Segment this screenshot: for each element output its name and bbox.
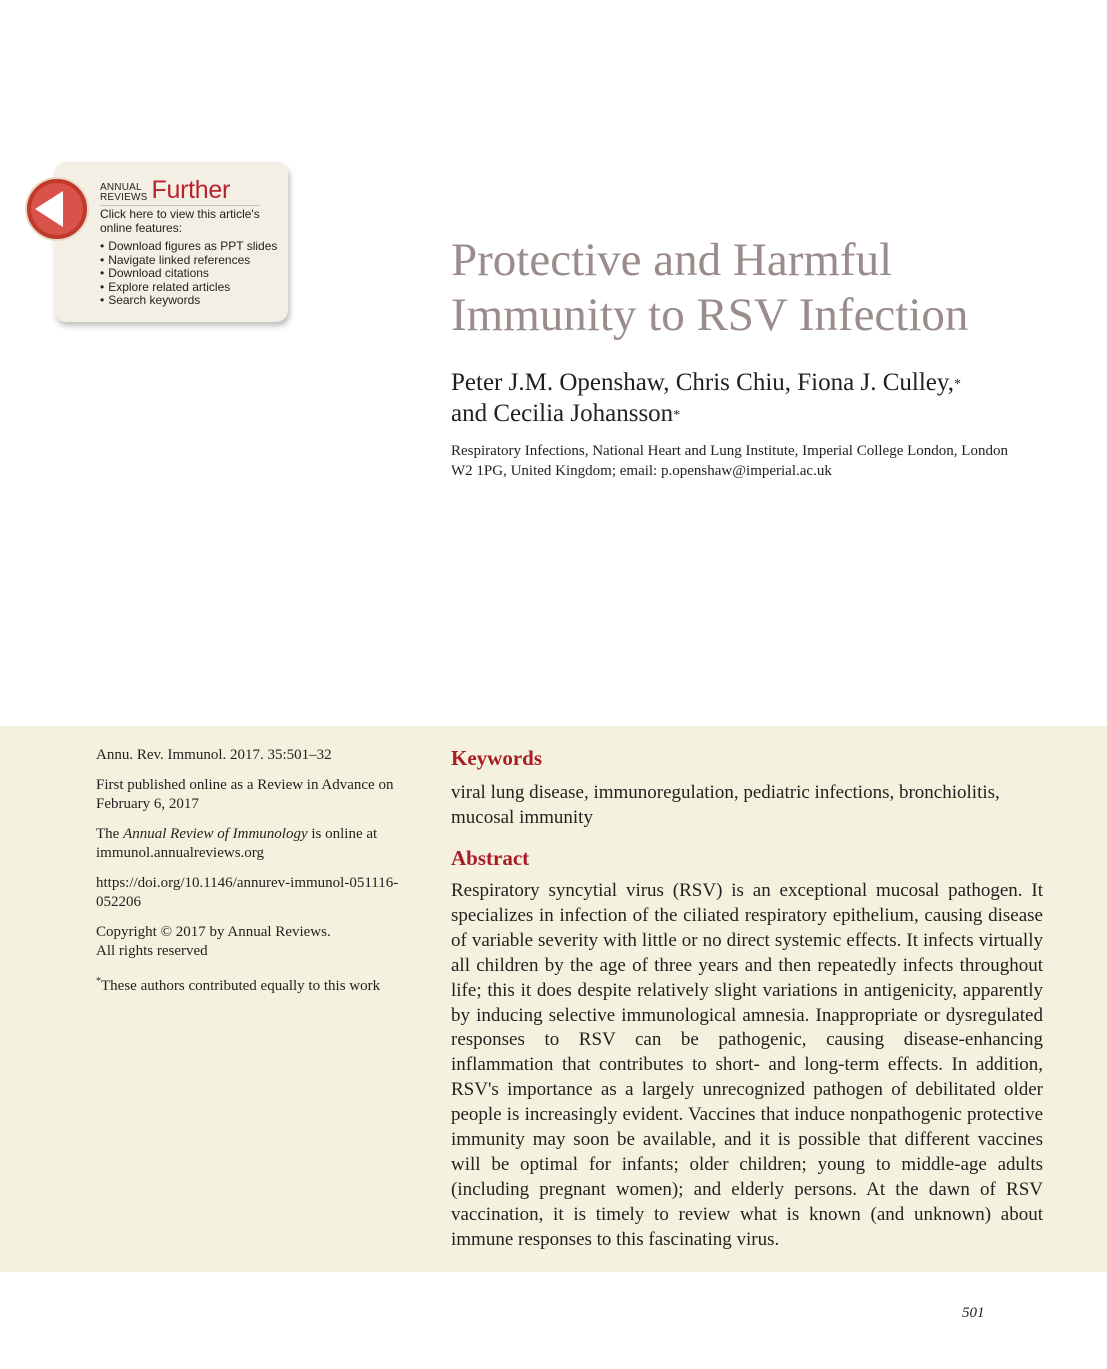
further-title: Further xyxy=(151,176,231,204)
further-feature-list xyxy=(100,240,277,308)
annual-reviews-brand: ANNUAL REVIEWS xyxy=(100,182,148,203)
list-item[interactable]: • Navigate linked references xyxy=(100,254,277,268)
further-click-text: Click here to view this article's online features: xyxy=(100,207,260,235)
citation: Annu. Rev. Immunol. 2017. 35:501–32 xyxy=(96,747,332,763)
abstract-heading: Abstract xyxy=(451,846,530,870)
author-list: Peter J.M. Openshaw, Chris Chiu, Fiona J. Culley,* and Cecilia Johansson* xyxy=(451,369,961,427)
publication-date: First published online as a Review in Advance on February 6, 2017 xyxy=(96,777,394,812)
list-item[interactable]: • Search keywords xyxy=(100,294,277,308)
abstract-text: Respiratory syncytial virus (RSV) is an exceptional mucosal pathogen. It specializes in infection of the ciliated respiratory epithelium, causing disease of variable severity with little or no direct systemic effects. It infects virtually all children by the age of three years and then repeatedly infects throughout life; this it does despite relatively slight variations in antigenicity, apparently by inducing selective immunological amnesia. Inappropriate or dysregulated responses to RSV can be pathogenic, causing disease-enhancing inflammation that contributes to short- and long-term effects. In addition, RSV's importance as a largely unrecognized pathogen of debilitated older people is increasingly evident. Vaccines that induce nonpathogenic protective immunity may soon be available, and it is possible that different vaccines will be optimal for infants; older children; young to middle-age adults (including pregnant women); and elderly persons. At the dawn of RSV vaccination, it is timely to review what is known (and unknown) about immune responses to this fascinating virus. xyxy=(451,880,1043,1250)
doi-link[interactable]: https://doi.org/10.1146/annurev-immunol-051116-052206 xyxy=(96,875,399,910)
page-number: 501 xyxy=(962,1305,985,1321)
keywords-text: viral lung disease, immunoregulation, pediatric infections, bronchiolitis, mucosal immunity xyxy=(451,782,1000,828)
further-header xyxy=(100,178,230,203)
article-metadata xyxy=(96,746,411,1007)
list-item[interactable]: • Explore related articles xyxy=(100,281,277,295)
back-arrow-icon[interactable] xyxy=(25,177,89,241)
list-item[interactable]: • Download citations xyxy=(100,267,277,281)
affiliation: Respiratory Infections, National Heart and Lung Institute, Imperial College London, London W2 1PG, United Kingdom; email: p.openshaw@imperial.ac.uk xyxy=(451,443,1008,479)
click-here-link[interactable]: Click here xyxy=(100,207,154,221)
journal-info: The Annual Review of Immunology is online at immunol.annualreviews.org xyxy=(96,826,378,861)
equal-contribution-note: *These authors contributed equally to this work xyxy=(96,976,381,994)
article-title: Protective and Harmful Immunity to RSV Infection xyxy=(451,234,969,341)
copyright: Copyright © 2017 by Annual Reviews. All rights reserved xyxy=(96,924,331,959)
further-divider xyxy=(100,205,260,206)
keywords-heading: Keywords xyxy=(451,746,542,770)
list-item[interactable]: • Download figures as PPT slides xyxy=(100,240,277,254)
